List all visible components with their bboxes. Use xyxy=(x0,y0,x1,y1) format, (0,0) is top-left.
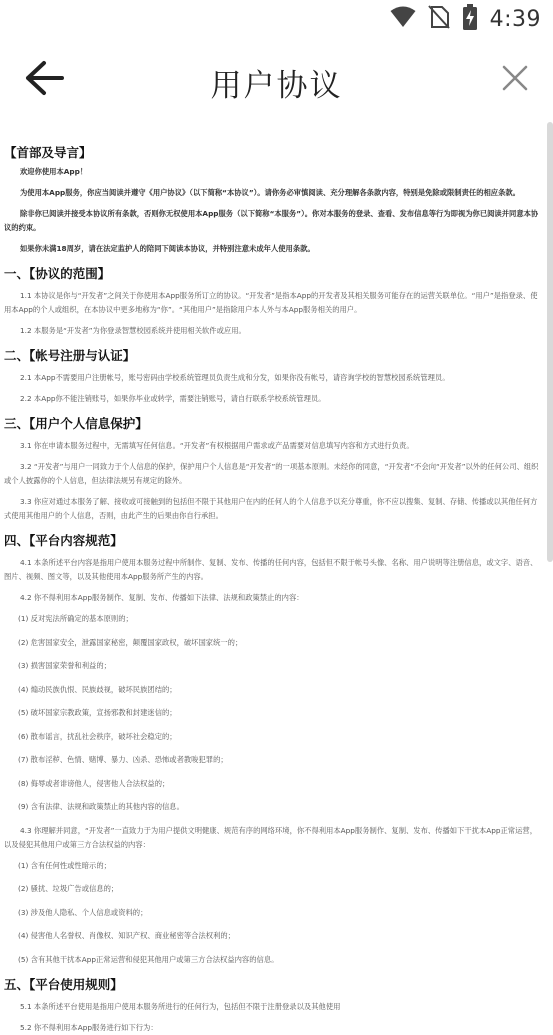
section-heading: 五、【平台使用规则】 xyxy=(4,977,123,992)
list-item: (5) 含有其他干扰本App正常运营和侵犯其他用户或第三方合法权益内容的信息。 xyxy=(18,954,279,964)
section-heading: 【首部及导言】 xyxy=(4,145,92,160)
paragraph: 3.2 “开发者”与用户一同致力于个人信息的保护，保护用户个人信息是“开发者”的一项基本原则。未经你的同意，“开发者”不会向“开发者”以外的任何公司、组织或个人披露你的个人信息，但法律法规另有规定的除外。 xyxy=(4,462,539,485)
list-item: (9) 含有法律、法规和政策禁止的其他内容的信息。 xyxy=(18,802,184,811)
paragraph: 5.2 你不得利用本App服务进行如下行为： xyxy=(20,1023,158,1032)
list-item: (6) 散布谣言，扰乱社会秩序，破坏社会稳定的； xyxy=(18,731,177,741)
paragraph: 2.1 本App不需要用户注册帐号，账号密码由学校系统管理员负责生成和分发，如果你没有帐号，请咨询学校的智慧校园系统管理员。 xyxy=(20,373,450,382)
list-item: (4) 煽动民族仇恨、民族歧视，破坏民族团结的； xyxy=(18,684,177,694)
list-item: (3) 损害国家荣誉和利益的； xyxy=(18,661,111,670)
close-button[interactable] xyxy=(495,60,535,100)
paragraph: 1.2 本服务是“开发者”为你登录智慧校园系统并使用相关软件或应用。 xyxy=(20,326,246,335)
list-item: (2) 骚扰、垃圾广告或信息的； xyxy=(18,884,119,893)
agreement-document[interactable] xyxy=(0,122,547,1032)
paragraph: 3.1 你在申请本服务过程中，无需填写任何信息。“开发者”有权根据用户需求或产品需要对信息填写内容和方式进行负责。 xyxy=(20,441,414,450)
section-heading: 三、【用户个人信息保护】 xyxy=(4,416,148,431)
nav-bar xyxy=(0,40,553,120)
paragraph: 欢迎你使用本App！ xyxy=(20,167,88,176)
section-heading: 二、【帐号注册与认证】 xyxy=(4,348,136,363)
battery-charging-icon xyxy=(462,4,478,34)
no-sim-icon xyxy=(428,5,450,33)
list-item: (7) 散布淫秽、色情、赌博、暴力、凶杀、恐怖或者教唆犯罪的； xyxy=(18,755,228,764)
paragraph: 除非你已阅读并接受本协议所有条款，否则你无权使用本App服务（以下简称“本服务”）。你对本服务的登录、查看、发布信息等行为即视为你已阅读并同意本协议的约束。 xyxy=(4,209,539,232)
wifi-icon xyxy=(390,6,416,32)
list-item: (1) 反对宪法所确定的基本原则的； xyxy=(18,614,133,623)
list-item: (8) 侮辱或者诽谤他人，侵害他人合法权益的； xyxy=(18,778,170,788)
paragraph: 1.1 本协议是你与“开发者”之间关于你使用本App服务所订立的协议。“开发者”是指本App的开发者及其相关服务可能存在的运营关联单位。“用户”是指登录、使用本App的个人或组织，在本协议中更多地称为“你”。“其他用户”是指除用户本人外与本App服务相关的用户。 xyxy=(4,291,538,314)
page-title: 用户协议 xyxy=(210,68,343,104)
close-icon xyxy=(501,64,529,96)
status-icons xyxy=(390,6,541,32)
paragraph: 5.1 本条所述平台使用是指用户使用本服务所进行的任何行为，包括但不限于注册登录以及其他使用 xyxy=(20,1002,341,1011)
section-heading: 四、【平台内容规范】 xyxy=(4,533,123,548)
paragraph: 4.3 你理解并同意，“开发者”一直致力于为用户提供文明健康、规范有序的网络环境，你不得利用本App服务制作、复制、发布、传播如下干扰本App正常运营，以及侵犯其他用户或第三方合法权益的内容： xyxy=(4,825,537,849)
paragraph: 4.2 你不得利用本App服务制作、复制、发布、传播如下法律、法规和政策禁止的内容： xyxy=(20,593,304,602)
section-heading: 一、【协议的范围】 xyxy=(4,266,111,281)
paragraph: 为使用本App服务，你应当阅读并遵守《用户协议》（以下简称“本协议”）。请你务必审慎阅读、充分理解各条款内容，特别是免除或限制责任的相应条款。 xyxy=(20,188,520,197)
list-item: (2) 危害国家安全，泄露国家秘密，颠覆国家政权，破坏国家统一的； xyxy=(18,637,243,647)
paragraph: 2.2 本App你不能注销账号，如果你毕业或转学，需要注销账号，请自行联系学校系统管理员。 xyxy=(20,394,326,403)
paragraph: 如果你未满18周岁，请在法定监护人的陪同下阅读本协议，并特别注意未成年人使用条款。 xyxy=(20,244,315,253)
list-item: (3) 涉及他人隐私、个人信息或资料的； xyxy=(18,907,148,917)
paragraph: 3.3 你应对通过本服务了解、接收或可接触到的包括但不限于其他用户在内的任何人的个人信息予以充分尊重，你不应以搜集、复制、存储、传播或以其他任何方式使用其他用户的个人信息，否则，由此产生的后果由你自行承担。 xyxy=(4,497,538,520)
list-item: (5) 破坏国家宗教政策，宣扬邪教和封建迷信的； xyxy=(18,708,177,717)
paragraph: 4.1 本条所述平台内容是指用户使用本服务过程中所制作、复制、发布、传播的任何内容，包括但不限于帐号头像、名称、用户说明等注册信息，或文字、语音、图片、视频、图文等，以及其他使用本App服务所产生的内容。 xyxy=(4,558,538,581)
status-time: 4:39 xyxy=(489,6,541,32)
scrollbar[interactable] xyxy=(547,122,553,562)
list-item: (4) 侵害他人名誉权、肖像权、知识产权、商业秘密等合法权利的； xyxy=(18,931,235,940)
status-bar xyxy=(0,0,553,40)
list-item: (1) 含有任何性或性暗示的； xyxy=(18,860,111,870)
